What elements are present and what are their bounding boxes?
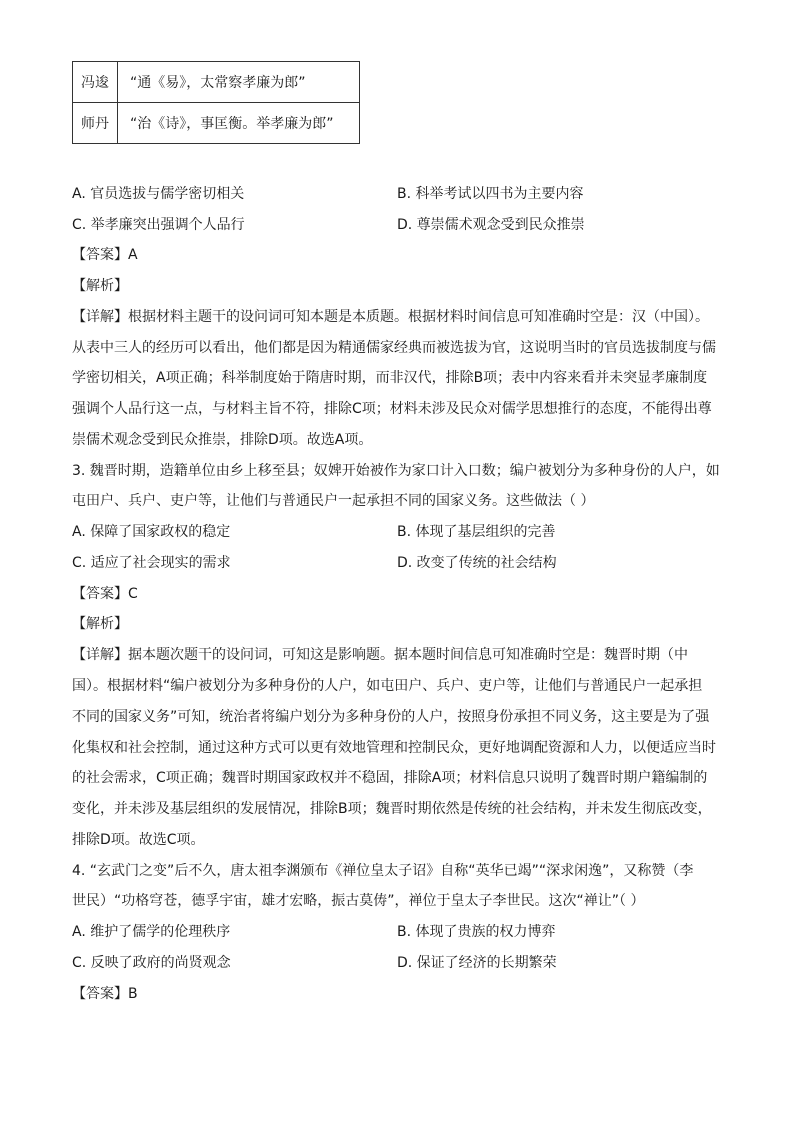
q4-answer: 【答案】B <box>72 986 138 1002</box>
q3-stem-line: 屯田户、兵户、吏户等，让他们与普通民户一起承担不同的国家义务。这些做法（ ） <box>72 493 595 509</box>
q3-option-c: C. 适应了社会现实的需求 <box>72 555 231 571</box>
q3-option-a: A. 保障了国家政权的稳定 <box>72 524 231 540</box>
q2-option-a: A. 官员选拔与儒学密切相关 <box>72 186 245 202</box>
q2-analysis-label: 【解析】 <box>72 278 128 294</box>
table-cell-quote: “治《诗》，事匡衡。举孝廉为郎” <box>118 103 360 144</box>
q4-stem-line: 4. “玄武门之变”后不久，唐太祖李渊颁布《禅位皇太子诏》自称“英华已竭”“深求闲逸”，又称赞（李 <box>72 863 694 879</box>
table-row <box>73 62 360 103</box>
q2-detail-line: 【详解】根据材料主题干的设问词可知本题是本质题。根据材料时间信息可知准确时空是：汉（中国）。 <box>72 309 709 325</box>
q3-detail-line: 【详解】据本题次题干的设问词，可知这是影响题。据本题时间信息可知准确时空是：魏晋时期（中 <box>72 647 688 663</box>
table-row <box>73 103 360 144</box>
q3-detail-line: 不同的国家义务”可知，统治者将编户划分为多种身份的人户，按照身份承担不同义务，这主要是为了强 <box>72 709 710 725</box>
q2-detail-line: 从表中三人的经历可以看出，他们都是因为精通儒家经典而被选拔为官，这说明当时的官员选拔制度与儒 <box>72 340 716 356</box>
q2-detail-line: 强调个人品行这一点，与材料主旨不符，排除C项；材料未涉及民众对儒学思想推行的态度，不能得出尊 <box>72 401 712 417</box>
q3-detail-line: 排除D项。故选C项。 <box>72 832 205 848</box>
table-cell-name: 师丹 <box>73 103 118 144</box>
q2-option-b: B. 科举考试以四书为主要内容 <box>397 186 584 202</box>
q2-answer: 【答案】A <box>72 247 138 263</box>
q3-option-b: B. 体现了基层组织的完善 <box>397 524 556 540</box>
q4-option-d: D. 保证了经济的长期繁荣 <box>397 955 557 971</box>
q2-detail-line: 崇儒术观念受到民众推崇，排除D项。故选A项。 <box>72 432 373 448</box>
q2-option-d: D. 尊崇儒术观念受到民众推崇 <box>397 217 585 233</box>
q4-option-a: A. 维护了儒学的伦理秩序 <box>72 924 231 940</box>
q3-analysis-label: 【解析】 <box>72 616 128 632</box>
q4-option-c: C. 反映了政府的尚贤观念 <box>72 955 231 971</box>
q3-option-d: D. 改变了传统的社会结构 <box>397 555 557 571</box>
q4-option-b: B. 体现了贵族的权力博弈 <box>397 924 556 940</box>
table-cell-name: 冯逡 <box>73 62 118 103</box>
q2-detail-line: 学密切相关，A项正确；科举制度始于隋唐时期，而非汉代，排除B项；表中内容来看并未突显孝廉制度 <box>72 370 708 386</box>
q3-detail-line: 国）。根据材料“编户被划分为多种身份的人户，如屯田户、兵户、吏户等，让他们与普通民户一起承担 <box>72 678 703 694</box>
q3-detail-line: 的社会需求，C项正确；魏晋时期国家政权并不稳固，排除A项；材料信息只说明了魏晋时期户籍编制的 <box>72 770 708 786</box>
source-table <box>72 61 360 144</box>
q2-option-c: C. 举孝廉突出强调个人品行 <box>72 217 245 233</box>
q4-stem-line: 世民）“功格穹苍，德孚宇宙，雄才宏略，振古莫俦”，禅位于皇太子李世民。这次“禅让”（ ） <box>72 893 645 909</box>
table-cell-quote: “通《易》，太常察孝廉为郎” <box>118 62 360 103</box>
q3-stem-line: 3. 魏晋时期，造籍单位由乡上移至县；奴婢开始被作为家口计入口数；编户被划分为多种身份的人户，如 <box>72 463 720 479</box>
q3-detail-line: 化集权和社会控制，通过这种方式可以更有效地管理和控制民众，更好地调配资源和人力，以便适应当时 <box>72 740 716 756</box>
q3-answer: 【答案】C <box>72 586 138 602</box>
q3-detail-line: 变化，并未涉及基层组织的发展情况，排除B项；魏晋时期依然是传统的社会结构，并未发生彻底改变， <box>72 801 712 817</box>
